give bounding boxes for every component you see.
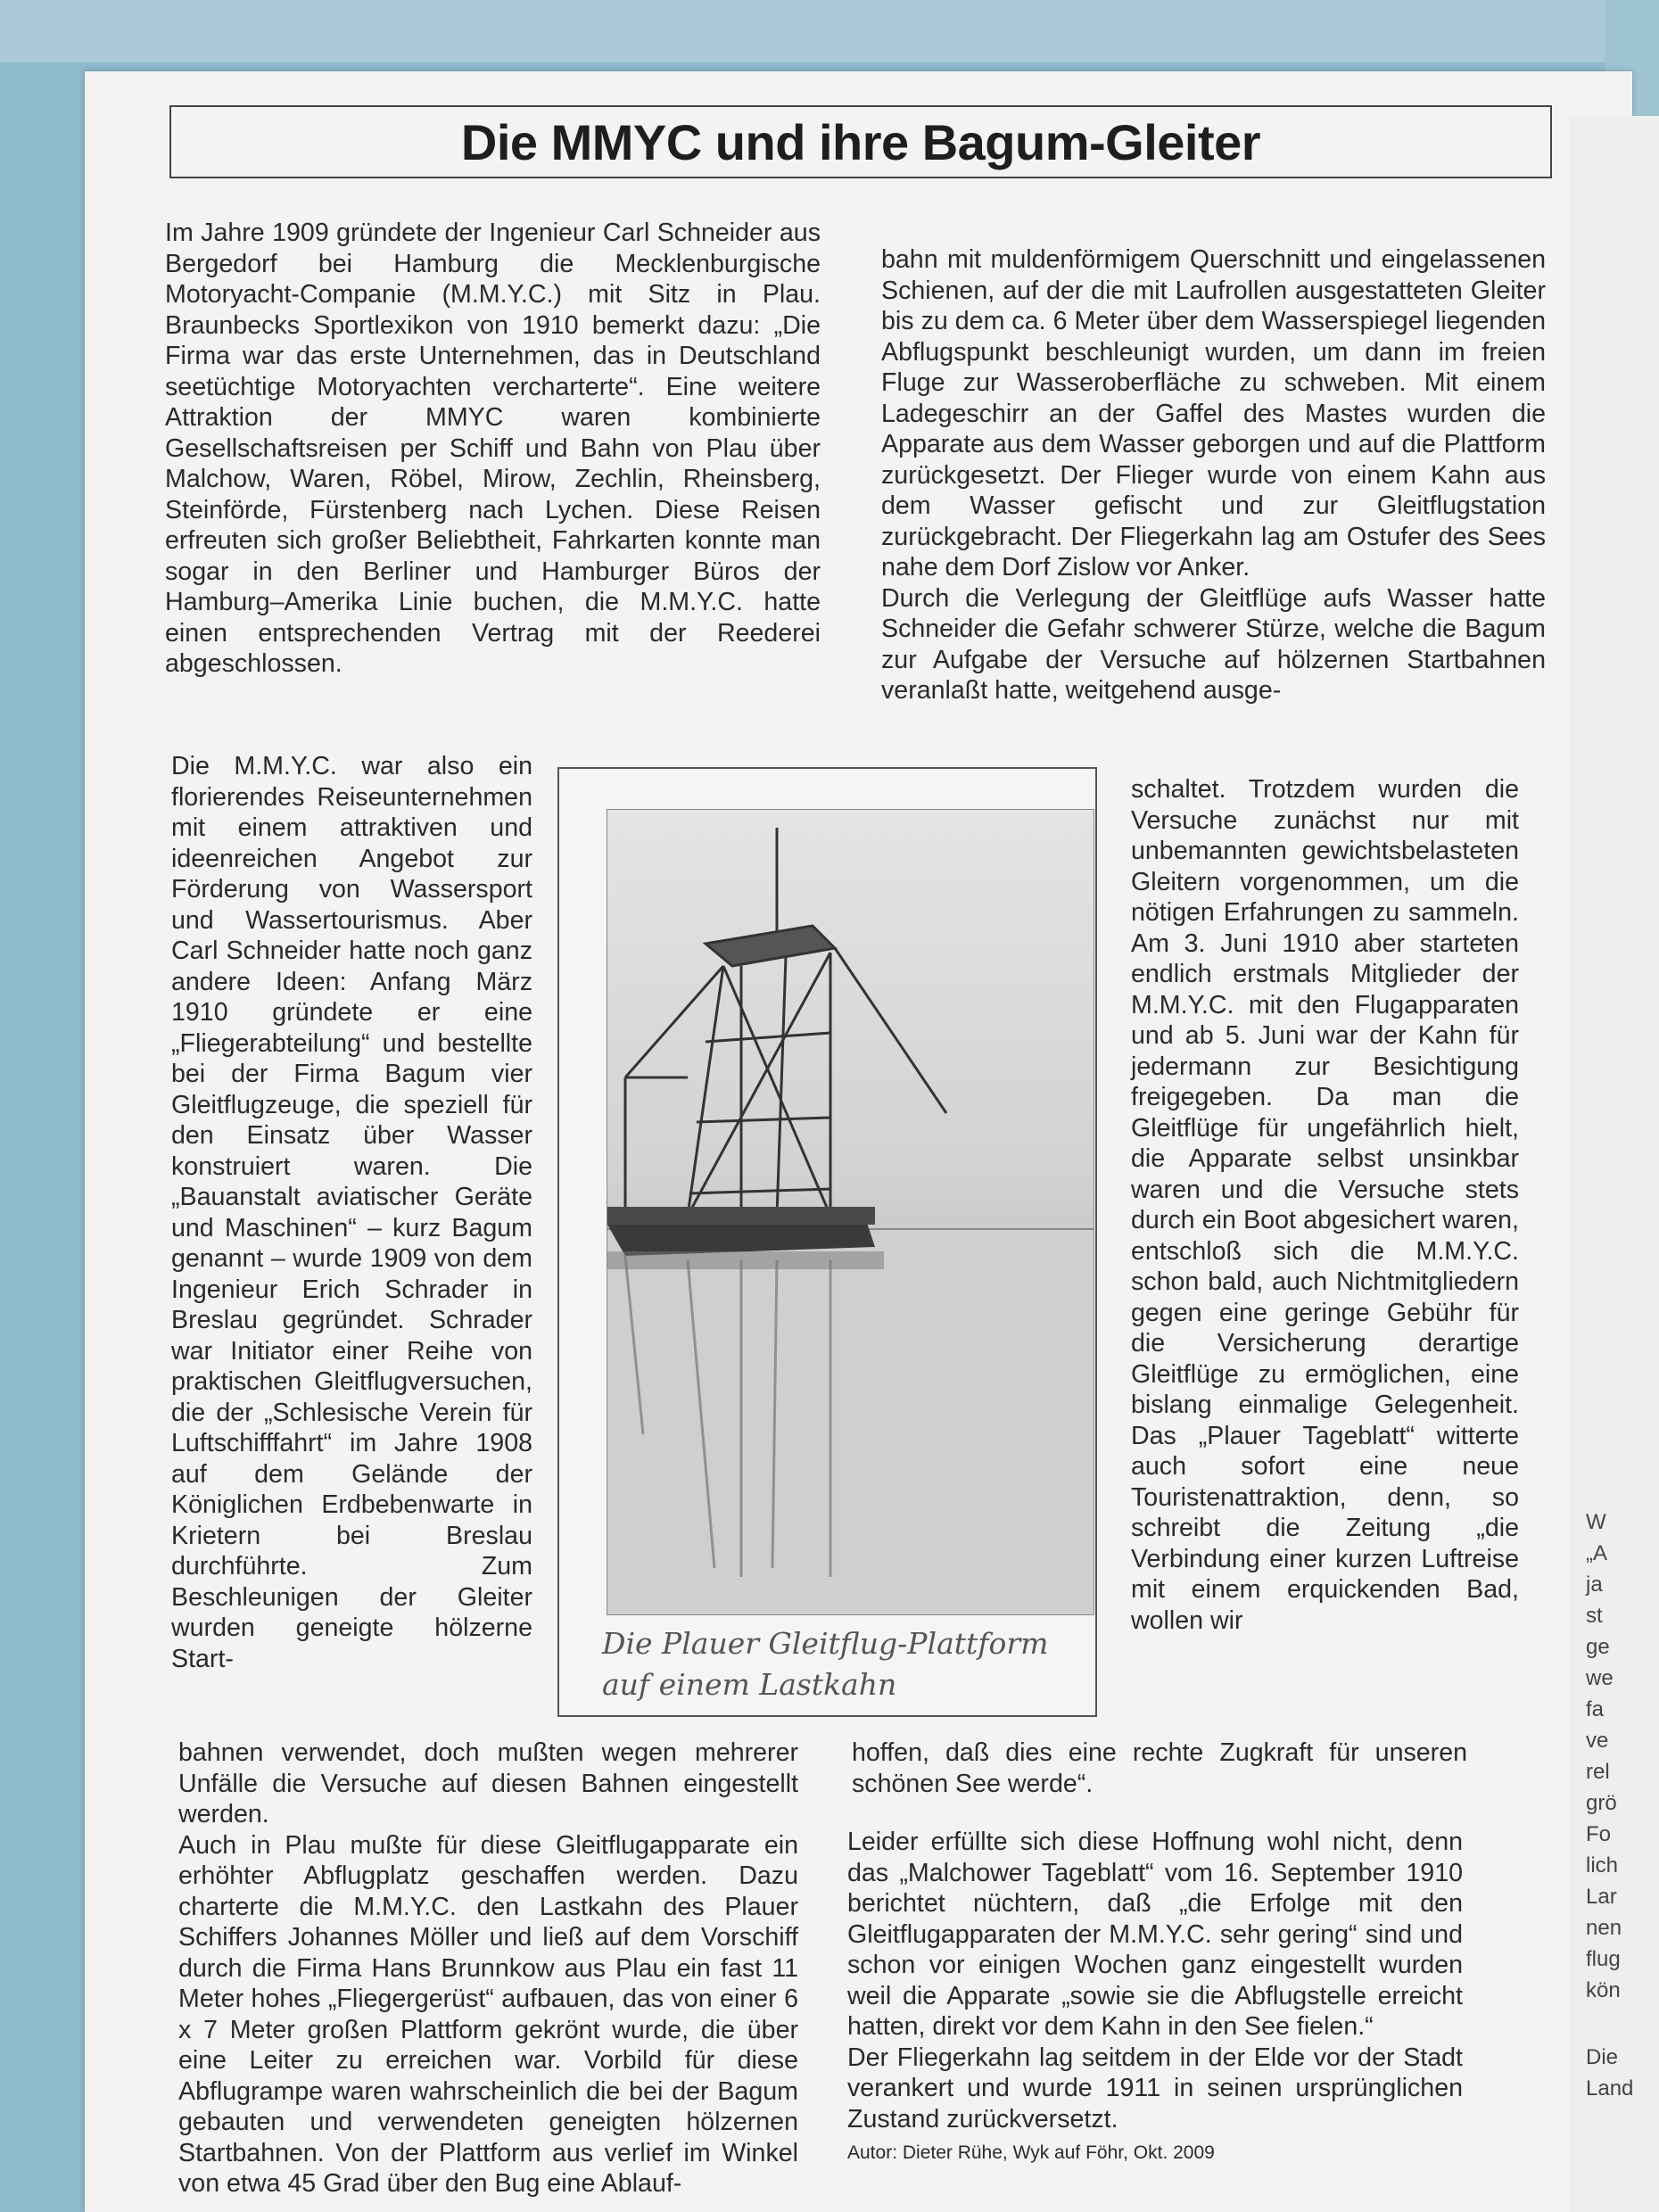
paragraph: bahn mit muldenförmigem Querschnitt und eingelassenen Schienen, auf der die mit Laufrollen ausgestatteten Gleiter bis zu dem ca. 6 Meter über dem Wasserspiegel liegenden Abflugspunkt beschleunigt wurden, um dann im freien Fluge zur Wasseroberfläche zu schweben. Mit einem Ladegeschirr an der Gaffel des Mastes wurden die Apparate aus dem Wasser geborgen und auf die Plattform zurückgesetzt. Der Flieger wurde von einem Kahn aus dem Wasser gefischt und zur Gleitflugstation zurückgebracht. Der Fliegerkahn lag am Ostufer des Sees nahe dem Dorf Zislow vor Anker. <box>881 245 1546 582</box>
adjacent-panel-fragment: Land <box>1586 2076 1634 2101</box>
historic-photo <box>607 809 1094 1615</box>
adjacent-panel-fragment: kön <box>1586 1978 1621 2002</box>
glider-platform-illustration <box>607 810 1094 1614</box>
title-box <box>169 105 1552 178</box>
page-title: Die MMYC und ihre Bagum-Gleiter <box>460 113 1261 170</box>
adjacent-panel-fragment: Fo <box>1586 1822 1612 1846</box>
adjacent-panel-fragment: we <box>1586 1666 1614 1690</box>
column2-lower <box>847 1827 1463 2134</box>
caption-line: auf einem Lastkahn <box>602 1667 897 1702</box>
adjacent-panel-fragment: „A <box>1586 1541 1607 1565</box>
paragraph: Leider erfüllte sich diese Hoffnung wohl nicht, denn das „Malchower Tageblatt“ vom 16. September 1910 berichtet nüchtern, daß „die Erfolge mit den Gleitflugapparaten der M.M.Y.C. sehr gering“ sind und schon vor einigen Wochen ganz eingestellt wurden weil die Apparate „sowie sie die Abflugstelle erreicht hatten, direkt vor dem Kahn in den See fielen.“ <box>847 1828 1463 2041</box>
column1-lower <box>178 1737 798 2200</box>
column2-wrapped-text <box>1131 774 1519 1636</box>
author-credit: Autor: Dieter Rühe, Wyk auf Föhr, Okt. 2009 <box>847 2142 1215 2163</box>
adjacent-panel-fragment: grö <box>1586 1791 1617 1815</box>
paragraph: bahnen verwendet, doch mußten wegen mehrerer Unfälle die Versuche auf diesen Bahnen eingestellt werden. <box>178 1738 798 1828</box>
paragraph: schaltet. Trotzdem wurden die Versuche zunächst nur mit unbemannten gewichtsbelasteten Gleitern vorgenommen, um die nötigen Erfahrungen zu sammeln. Am 3. Juni 1910 aber starteten endlich erstmals Mitglieder der M.M.Y.C. mit den Flugapparaten und ab 5. Juni war der Kahn für jedermann zur Besichtigung freigegeben. Da man die Gleitflüge für ungefährlich hielt, die Apparate selbst unsinkbar waren und die Versuche stets durch ein Boot abgesichert waren, entschloß sich die M.M.Y.C. schon bald, auch Nichtmitgliedern gegen eine geringe Gebühr für die Versicherung derartige Gleitflüge zu ermöglichen, eine bislang einmalige Gelegenheit. Das „Plauer Tageblatt“ witterte auch sofort eine neue Touristenattraktion, denn, so schreibt die Zeitung „die Verbindung einer kurzen Luftreise mit einem erquickenden Bad, wollen wir <box>1131 775 1519 1635</box>
adjacent-panel-fragment: fa <box>1586 1697 1605 1721</box>
photo-caption <box>602 1623 1084 1705</box>
paragraph: Durch die Verlegung der Gleitflüge aufs Wasser hatte Schneider die Gefahr schwerer Stürze, welche die Bagum zur Aufgabe der Versuche auf hölzernen Startbahnen veranlaßt hatte, weitgehend ausge- <box>881 583 1546 705</box>
paragraph: Im Jahre 1909 gründete der Ingenieur Carl Schneider aus Bergedorf bei Hamburg die Mecklenburgische Motoryacht-Companie (M.M.Y.C.) mit Sitz in Plau. Braunbecks Sportlexikon von 1910 bemerkt dazu: „Die Firma war das erste Unternehmen, das in Deutschland seetüchtige Motoryachten vercharterte“. Eine weitere Attraktion der MMYC waren kombinierte Gesellschaftsreisen per Schiff und Bahn von Plau über Malchow, Waren, Röbel, Mirow, Zechlin, Rheinsberg, Steinförde, Fürstenberg nach Lychen. Diese Reisen erfreuten sich großer Beliebtheit, Fahrkarten konnte man sogar in den Berliner und Hamburger Büros der Hamburg–Amerika Linie buchen, die M.M.Y.C. hatte einen entsprechenden Vertrag mit der Reederei abgeschlossen. <box>165 219 821 678</box>
adjacent-panel-fragment: flug <box>1586 1947 1621 1971</box>
column1-wrapped-text <box>171 751 532 1674</box>
paragraph: Der Fliegerkahn lag seitdem in der Elde vor der Stadt verankert und wurde 1911 in seinen ursprünglichen Zustand zurückversetzt. <box>847 2043 1463 2134</box>
paragraph: Die M.M.Y.C. war also ein florierendes Reiseunternehmen mit einem attraktiven und ideenreichen Angebot zur Förderung von Wassersport und Wassertourismus. Aber Carl Schneider hatte noch ganz andere Ideen: Anfang März 1910 gründete er eine „Fliegerabteilung“ und bestellte bei der Firma Bagum vier Gleitflugzeuge, die speziell für den Einsatz über Wasser konstruiert waren. Die „Bauanstalt aviatischer Geräte und Maschinen“ – kurz Bagum genannt – wurde 1909 von dem Ingenieur Erich Schrader in Breslau gegründet. Schrader war Initiator einer Reihe von praktischen Gleitflugversuchen, die der „Schlesische Verein für Luftschifffahrt“ im Jahre 1908 auf dem Gelände der Königlichen Erdbebenwarte in Krietern bei Breslau durchführte. Zum Beschleunigen der Gleiter wurden geneigte hölzerne Start- <box>171 752 532 1673</box>
paragraph: Auch in Plau mußte für diese Gleitflugapparate ein erhöhter Abflugplatz geschaffen werden. Dazu charterte die M.M.Y.C. den Lastkahn des Plauer Schiffers Johannes Möller und ließ auf dem Vorschiff durch die Firma Hans Brunnkow aus Plau ein fast 11 Meter hohes „Fliegergerüst“ aufbauen, das von einer 6 x 7 Meter großen Plattform gekrönt wurde, die über eine Leiter zu erreichen war. Vorbild für diese Abflugrampe waren wahrscheinlich die bei der Bagum gebauten und verwendeten geneigten hölzernen Startbahnen. Von der Plattform aus verlief im Winkel von etwa 45 Grad über den Bug eine Ablauf- <box>178 1830 798 2198</box>
adjacent-panel-fragment: ve <box>1586 1729 1609 1753</box>
adjacent-panel-fragment: ja <box>1586 1572 1603 1597</box>
adjacent-panel-fragment: Die <box>1586 2045 1619 2069</box>
column1-intro <box>165 218 821 680</box>
adjacent-panel-fragment: st <box>1586 1604 1603 1628</box>
display-frame-top <box>0 0 1659 62</box>
caption-line: Die Plauer Gleitflug-Plattform <box>602 1626 1049 1661</box>
adjacent-panel-fragment: rel <box>1586 1760 1610 1784</box>
adjacent-panel-fragment: lich <box>1586 1853 1619 1878</box>
column2-continuation <box>852 1737 1467 1799</box>
photo-frame <box>557 767 1097 1717</box>
adjacent-panel-fragment: nen <box>1586 1916 1622 1940</box>
adjacent-panel <box>1570 116 1659 2212</box>
adjacent-panel-fragment: Lar <box>1586 1885 1617 1909</box>
paragraph: hoffen, daß dies eine rechte Zugkraft für unseren schönen See werde“. <box>852 1738 1467 1798</box>
column2-upper <box>881 244 1546 706</box>
adjacent-panel-fragment: ge <box>1586 1635 1610 1659</box>
adjacent-panel-fragment: W <box>1586 1510 1606 1534</box>
